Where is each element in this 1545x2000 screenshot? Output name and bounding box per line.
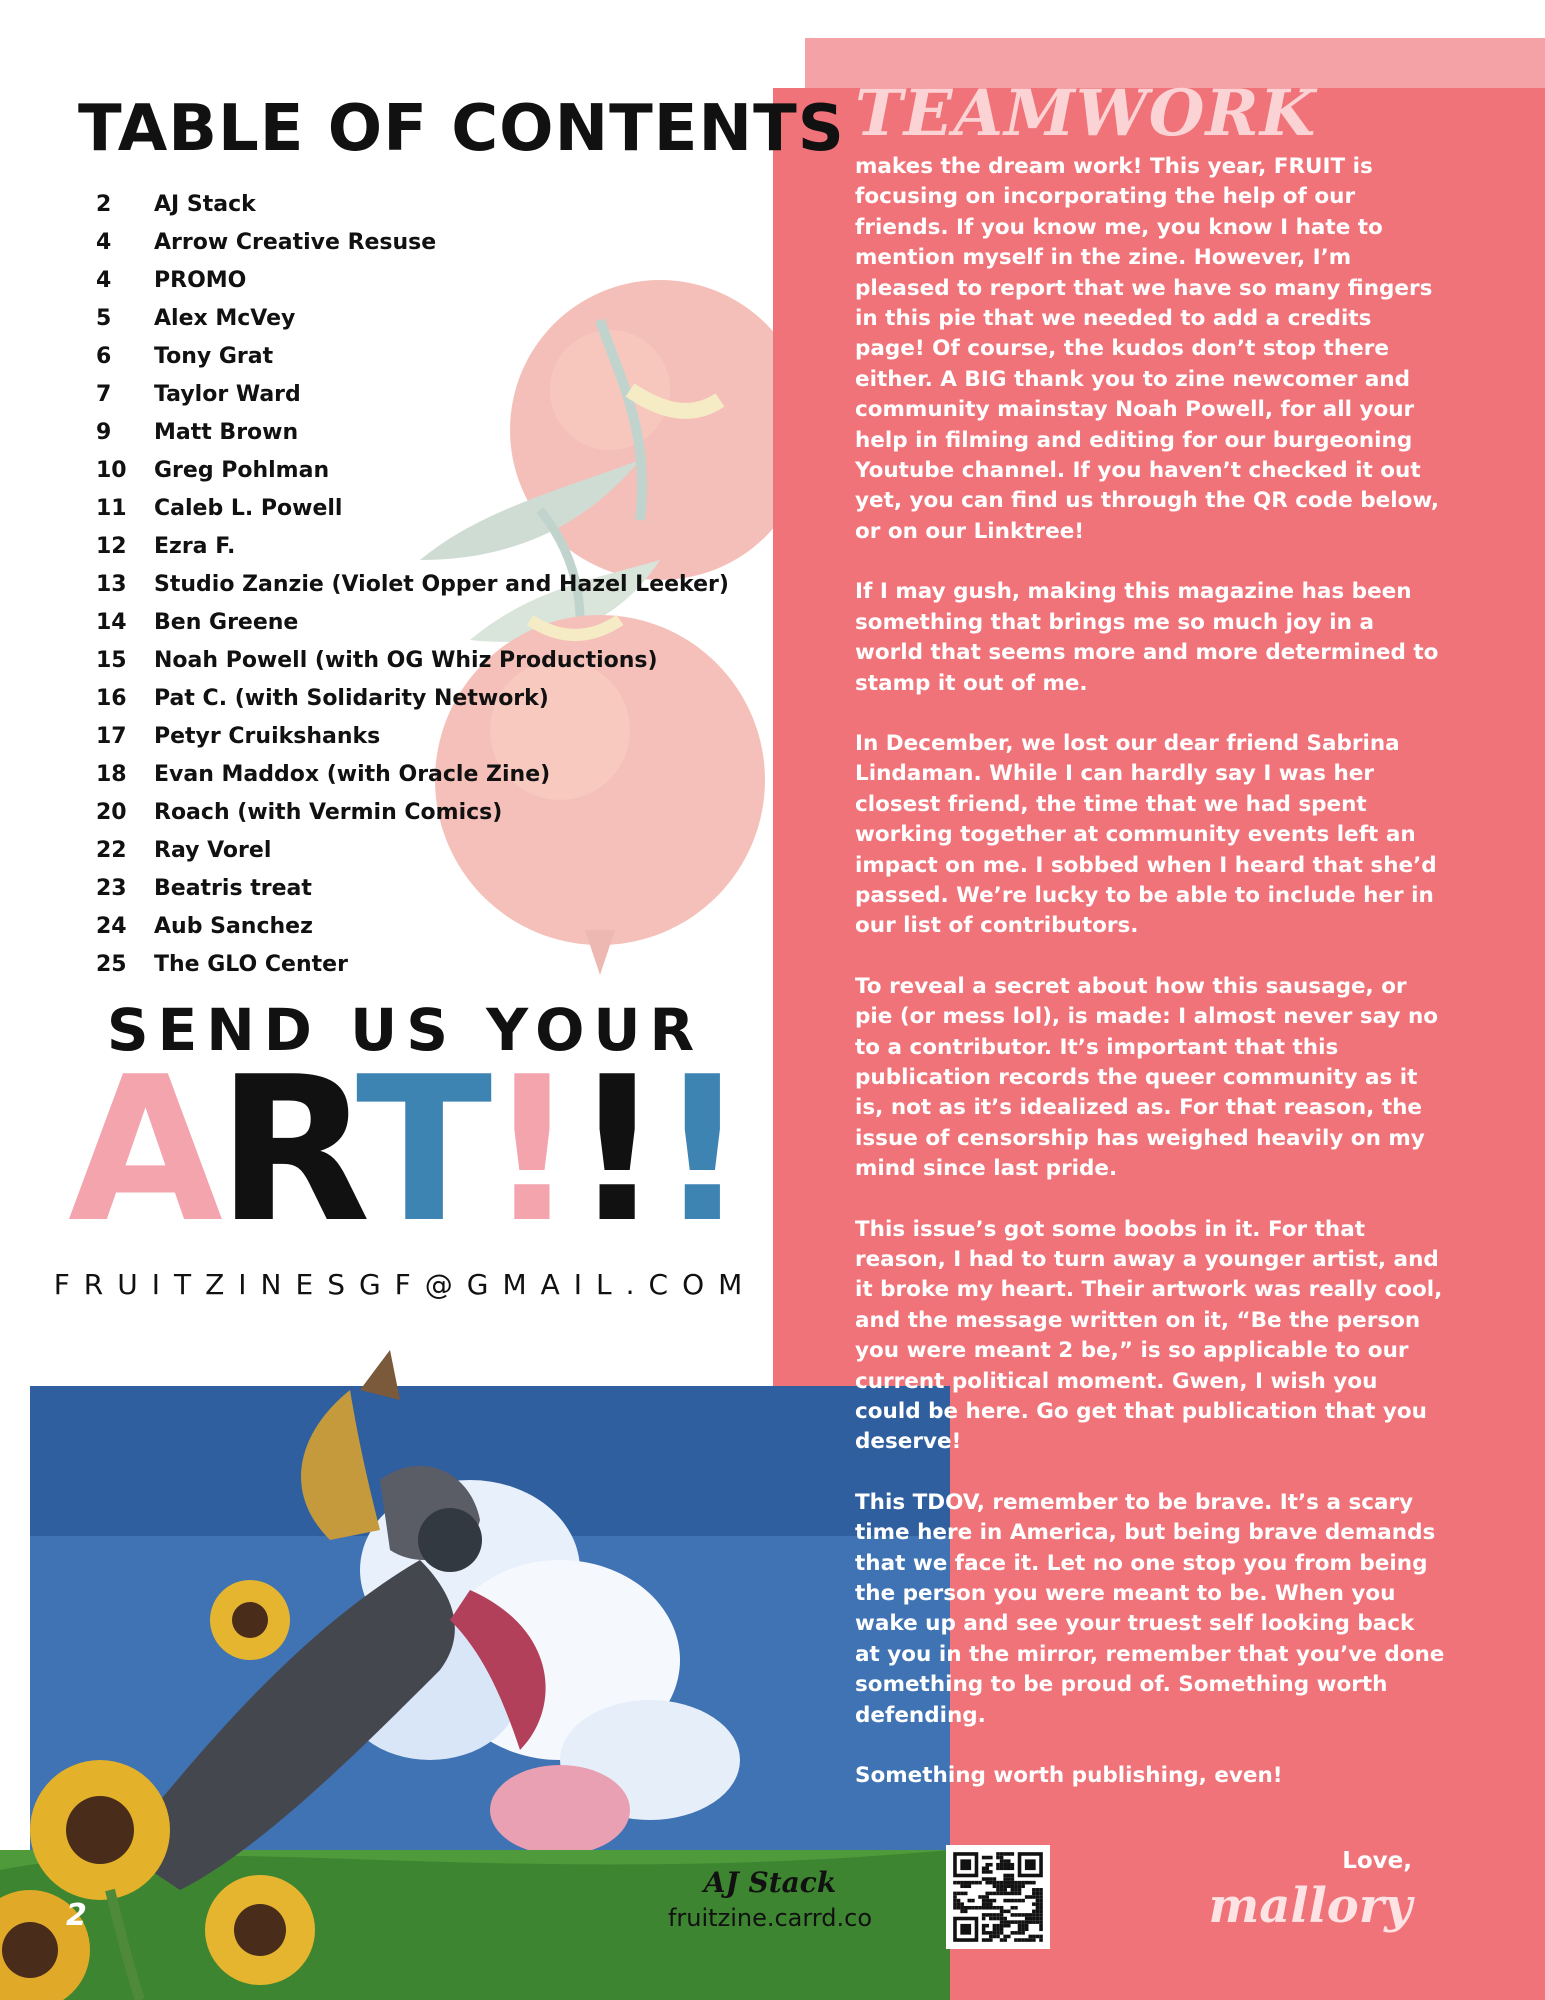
letter-paragraph: If I may gush, making this magazine has been something that brings me so much joy in a world that seems more and more determined to stamp it out of me. (855, 579, 1439, 696)
toc-entry-title: Studio Zanzie (Violet Opper and Hazel Leeker) (154, 572, 729, 597)
toc-page-number: 20 (96, 800, 127, 825)
letter-signature: mallory (1208, 1878, 1412, 1934)
toc-entry (96, 566, 756, 604)
toc-entry (96, 300, 756, 338)
toc-page-number: 25 (96, 952, 127, 977)
toc-entry (96, 908, 756, 946)
toc-entry-title: Ray Vorel (154, 838, 272, 863)
toc-entry-title: Petyr Cruikshanks (154, 724, 381, 749)
toc-entry-title: Alex McVey (154, 306, 296, 331)
toc-entry (96, 376, 756, 414)
art-heading (60, 1034, 750, 1267)
toc-entry (96, 262, 756, 300)
toc-entry (96, 642, 756, 680)
toc-page-number: 14 (96, 610, 127, 635)
letter-paragraph: This issue’s got some boobs in it. For that reason, I had to turn away a younger artist, and it broke my heart. Their artwork was really cool, and the message written on it, “Be the person you were meant 2 be,” is so applicable to our current political moment. Gwen, I wish you could be here. Go get that publication that you deserve! (855, 1216, 1443, 1455)
toc-entry (96, 490, 756, 528)
toc-entry (96, 946, 756, 984)
toc-entry (96, 528, 756, 566)
page-number: 2 (66, 1898, 87, 1933)
toc-page-number: 15 (96, 648, 127, 673)
toc-page-number: 4 (96, 230, 112, 255)
qr-code[interactable] (946, 1845, 1050, 1949)
toc-page-number: 18 (96, 762, 127, 787)
website-link[interactable]: fruitzine.carrd.co (667, 1904, 872, 1932)
toc-entry (96, 338, 756, 376)
letter-paragraph: makes the dream work! This year, FRUIT is focusing on incorporating the help of our friends. If you know me, you know I hate to mention myself in the zine. However, I’m pleased to report that we have so many fingers in this pie that we needed to add a credits page! Of course, the kudos don’t stop there either. A BIG thank you to zine newcomer and community mainstay Noah Powell, for all your help in filming and editing for our burgeoning Youtube channel. If you haven’t checked it out yet, you can find us through the QR code below, or on our Linktree! (855, 154, 1440, 544)
toc-entry (96, 832, 756, 870)
toc-page-number: 9 (96, 420, 112, 445)
toc-entry (96, 794, 756, 832)
toc-entry-title: The GLO Center (154, 952, 348, 977)
toc-page-number: 2 (96, 192, 112, 217)
toc-page-number: 7 (96, 382, 112, 407)
toc-entry (96, 604, 756, 642)
art-letter: ! (571, 1034, 657, 1267)
submission-email[interactable]: FRUITZINESGF@GMAIL.COM (53, 1268, 757, 1301)
send-us-your-heading: SEND US YOUR (106, 996, 704, 1064)
artwork-painting (0, 1330, 950, 2000)
toc-page-number: 11 (96, 496, 127, 521)
toc-entry (96, 224, 756, 262)
toc-entry-title: Arrow Creative Resuse (154, 230, 437, 255)
toc-entry (96, 452, 756, 490)
toc-entry-title: Ezra F. (154, 534, 236, 559)
toc-entry (96, 756, 756, 794)
toc-entry (96, 718, 756, 756)
toc-entry-title: AJ Stack (154, 192, 256, 217)
toc-page-number: 5 (96, 306, 112, 331)
toc-entry-title: Tony Grat (154, 344, 274, 369)
toc-entry-title: Caleb L. Powell (154, 496, 343, 521)
toc-entry-title: Roach (with Vermin Comics) (154, 800, 503, 825)
toc-page-number: 23 (96, 876, 127, 901)
toc-page-number: 24 (96, 914, 127, 939)
art-letter: T (355, 1034, 487, 1267)
letter-closing: Love, (1342, 1848, 1412, 1874)
letter-paragraph: Something worth publishing, even! (855, 1763, 1283, 1789)
art-letter: R (216, 1034, 356, 1267)
letter-paragraph: To reveal a secret about how this sausage, or pie (or mess lol), is made: I almost never say no to a contributor. It’s important that this publication records the queer community as it is, not as it’s idealized as. For that reason, the issue of censorship has weighed heavily on my mind since last pride. (855, 973, 1439, 1182)
toc-entry-title: Aub Sanchez (154, 914, 313, 939)
letter-paragraph: In December, we lost our dear friend Sabrina Lindaman. While I can hardly say I was her closest friend, the time that we had spent working together at community events left an impact on me. I sobbed when I heard that she’d passed. We’re lucky to be able to include her in our list of contributors. (855, 730, 1437, 939)
art-letter: ! (656, 1034, 742, 1267)
toc-page-number: 16 (96, 686, 127, 711)
toc-entry-title: PROMO (154, 268, 247, 293)
toc-page-number: 13 (96, 572, 127, 597)
toc-entry-title: Matt Brown (154, 420, 299, 445)
letter-heading: TEAMWORK (855, 76, 1317, 151)
art-letter: ! (486, 1034, 572, 1267)
toc-title: TABLE OF CONTENTS (78, 92, 845, 166)
toc-entry (96, 870, 756, 908)
toc-page-number: 17 (96, 724, 127, 749)
toc-entry-title: Greg Pohlman (154, 458, 330, 483)
toc-entry (96, 186, 756, 224)
letter-body (855, 152, 1445, 1822)
toc-entry-title: Beatris treat (154, 876, 312, 901)
toc-entry-title: Noah Powell (with OG Whiz Productions) (154, 648, 658, 673)
toc-entry-title: Pat C. (with Solidarity Network) (154, 686, 549, 711)
toc-page-number: 10 (96, 458, 127, 483)
art-letter: A (68, 1034, 217, 1267)
toc-page-number: 12 (96, 534, 127, 559)
toc-page-number: 22 (96, 838, 127, 863)
toc-page-number: 4 (96, 268, 112, 293)
letter-paragraph: This TDOV, remember to be brave. It’s a scary time here in America, but being brave demands that we face it. Let no one stop you from being the person you were meant to be. When you wake up and see your truest self looking back at you in the mirror, remember that you’ve done something to be proud of. Something worth defending. (855, 1489, 1445, 1728)
toc-entry (96, 680, 756, 718)
artist-credit: AJ Stack (703, 1866, 837, 1899)
toc-list (96, 186, 756, 984)
toc-entry (96, 414, 756, 452)
toc-entry-title: Taylor Ward (154, 382, 301, 407)
toc-entry-title: Ben Greene (154, 610, 299, 635)
toc-entry-title: Evan Maddox (with Oracle Zine) (154, 762, 551, 787)
toc-page-number: 6 (96, 344, 112, 369)
